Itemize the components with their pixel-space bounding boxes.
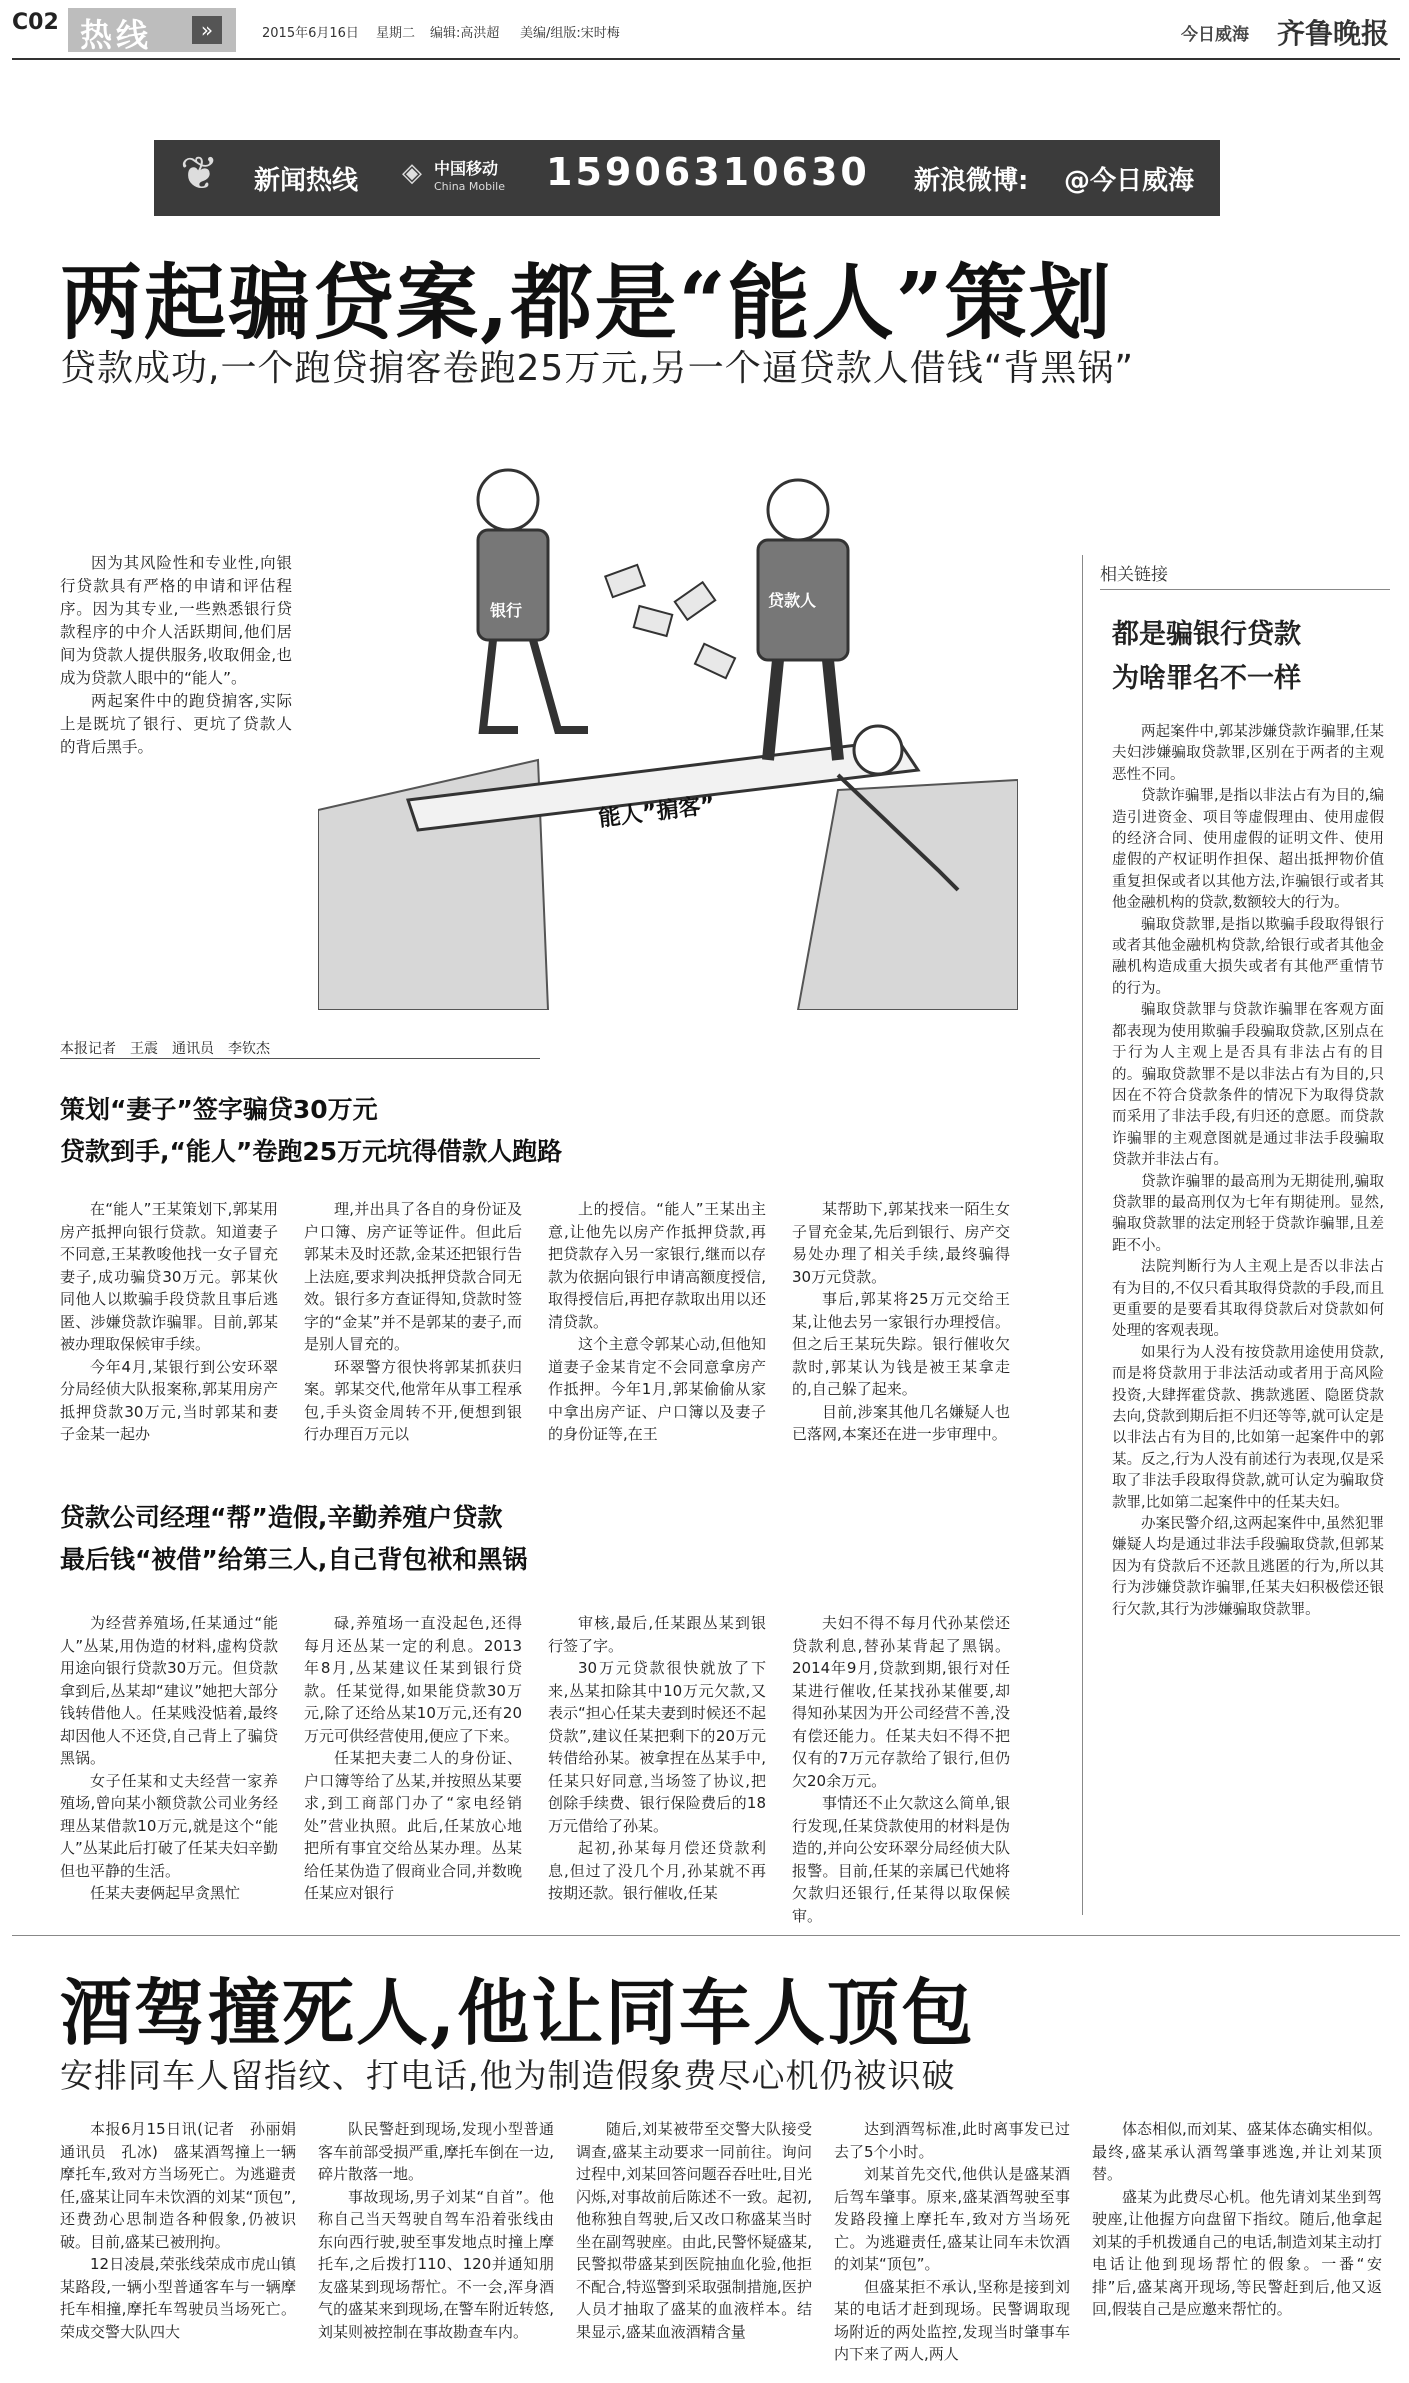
article1-byline: 本报记者 王震 通讯员 李钦杰	[60, 1041, 270, 1057]
phoenix-logo-icon: ❦	[180, 146, 219, 200]
article2-column	[60, 2118, 312, 2343]
case1-column	[792, 1198, 1010, 1446]
article2-column	[318, 2118, 554, 2343]
article1-subtitle: 贷款成功,一个跑贷掮客卷跑25万元,另一个逼贷款人借钱“背黑锅”	[60, 348, 1134, 389]
paragraph: 任某把夫妻二人的身份证、户口簿等给了丛某,并按照丛某要求,到工商部门办了“家电经销处”营业执照。此后,任某放心地把所有事宜交给丛某办理。丛某给任某伪造了假商业合同,并数晚任某应对银行	[304, 1749, 522, 1902]
case2-column	[304, 1612, 522, 1905]
paragraph: 刘某首先交代,他供认是盛某酒后驾车肇事。原来,盛某酒驾驶至事发路段撞上摩托车,致对方当场死亡。为逃避责任,盛某让同车未饮酒的刘某“顶包”。	[834, 2165, 1070, 2273]
section-name: 热线	[80, 16, 153, 54]
intro-paragraph: 两起案件中的跑贷掮客,实际上是既坑了银行、更坑了贷款人的背后黑手。	[60, 692, 292, 756]
paragraph: 目前,涉案其他几名嫌疑人也已落网,本案还在进一步审理中。	[792, 1402, 1010, 1443]
banknote	[634, 606, 673, 636]
case1-subheading: 贷款到手,“能人”卷跑25万元坑得借款人跑路	[60, 1137, 563, 1166]
weibo-handle: @今日威海	[1064, 166, 1195, 196]
article-divider	[12, 1935, 1400, 1936]
article2-column	[834, 2118, 1070, 2366]
paragraph: 事情还不止欠款这么简单,银行发现,任某贷款使用的材料是伪造的,并向公安环翠分局经侦大队报警。目前,任某的亲属已代她将欠款归还银行,任某得以取保候审。	[792, 1794, 1010, 1925]
paragraph: 夫妇不得不每月代孙某偿还贷款利息,替孙某背起了黑锅。2014年9月,贷款到期,银行对任某进行催收,任某找孙某催要,却得知孙某因为开公司经营不善,没有偿还能力。任某夫妇不得不把仅有的7万元存款给了银行,但仍欠20余万元。	[792, 1614, 1010, 1790]
sidebar	[1100, 560, 1400, 590]
right-cliff	[798, 780, 1018, 1010]
banknote	[605, 565, 644, 597]
china-mobile-icon: ◈	[402, 158, 422, 188]
article2-title: 酒驾撞死人,他让同车人顶包	[60, 1970, 976, 2055]
paragraph: 上的授信。“能人”王某出主意,让他先以房产作抵押贷款,再把贷款存入另一家银行,继而以存款为依据向银行申请高额度授信,取得授信后,再把存款取出用以还清贷款。	[548, 1200, 766, 1331]
intro-paragraph: 因为其风险性和专业性,向银行贷款具有严格的申请和评估程序。因为其专业,一些熟悉银行贷款程序的中介人活跃期间,他们居间为贷款人提供服务,收取佣金,也成为贷款人眼中的“能人”。	[60, 554, 292, 687]
case2-heading: 贷款公司经理“帮”造假,辛勤养殖户贷款	[60, 1503, 503, 1532]
article1-intro	[60, 552, 292, 759]
paragraph: 盛某为此费尽心机。他先请刘某坐到驾驶座,让他握方向盘留下指纹。随后,他拿起刘某的手机拨通自己的电话,制造刘某主动打电话让他到现场帮忙的假象。一番“安排”后,盛某离开现场,等民警赶到后,他又返回,假装自己是应邀来帮忙的。	[1092, 2187, 1382, 2318]
paragraph: 这个主意令郭某心动,但他知道妻子金某肯定不会同意拿房产作抵押。今年1月,郭某偷偷从家中拿出房产证、户口簿以及妻子的身份证等,在王	[548, 1335, 766, 1443]
broker-head	[854, 726, 902, 774]
paragraph: 随后,刘某被带至交警大队接受调查,盛某主动要求一同前往。询问过程中,刘某回答问题吞吞吐吐,目光闪烁,对事故前后陈述不一致。起初,他称独自驾驶,后又改口称盛某当时坐在副驾驶座。由此,民警怀疑盛某,民警拟带盛某到医院抽血化验,他拒不配合,特巡警到采取强制措施,医护人员才抽取了盛某的血液样本。结果显示,盛某血液酒精含量	[576, 2120, 812, 2341]
paragraph: 贷款诈骗罪,是指以非法占有为目的,编造引进资金、项目等虚假理由、使用虚假的经济合同、使用虚假的证明文件、使用虚假的产权证明作担保、超出抵押物价值重复担保或者以其他方法,诈骗银行或者其他金融机构的贷款,数额较大的行为。	[1112, 788, 1384, 912]
paragraph: 法院判断行为人主观上是否以非法占有为目的,不仅只看其取得贷款的手段,而且更重要的是要看其取得贷款后对贷款如何处理的客观表现。	[1112, 1259, 1384, 1340]
case1-column	[548, 1198, 766, 1446]
borrower-head	[768, 480, 828, 540]
paragraph: 贷款诈骗罪的最高刑为无期徒刑,骗取贷款罪的最高刑仅为七年有期徒刑。显然,骗取贷款罪的法定刑轻于贷款诈骗罪,且差距不小。	[1112, 1173, 1384, 1254]
paragraph: 骗取贷款罪,是指以欺骗手段取得银行或者其他金融机构贷款,给银行或者其他金融机构造成重大损失或者有其他严重情节的行为。	[1112, 916, 1384, 997]
case1-heading: 策划“妻子”签字骗贷30万元	[60, 1095, 378, 1124]
carrier-name-en: China Mobile	[434, 180, 506, 193]
paragraph: 事后,郭某将25万元交给王某,让他去另一家银行办理授信。但之后王某玩失踪。银行催收欠款时,郭某认为钱是被王某拿走的,自己躲了起来。	[792, 1290, 1010, 1398]
bank-man-legs	[483, 640, 588, 730]
edition-name: 今日威海	[1181, 25, 1249, 45]
paragraph: 体态相似,而刘某、盛某体态确实相似。最终,盛某承认酒驾肇事逃逸,并让刘某顶替。	[1092, 2120, 1382, 2183]
paragraph: 事故现场,男子刘某“自首”。他称自己当天驾驶自驾车沿着张线由东向西行驶,驶至事发地点时撞上摩托车,之后拨打110、120并通知朋友盛某到现场帮忙。不一会,浑身酒气的盛某来到现场,在警车附近转悠,刘某则被控制在事故勘查车内。	[318, 2187, 554, 2341]
editor-credit: 编辑:高洪超	[430, 26, 500, 41]
hotline-label: 新闻热线	[254, 166, 359, 196]
issue-weekday: 星期二	[376, 26, 416, 41]
page-header	[0, 0, 1409, 62]
paragraph: 但盛某拒不承认,坚称是接到刘某的电话才赶到现场。民警调取现场附近的两处监控,发现当时肇事车内下来了两人,两人	[834, 2277, 1070, 2363]
bank-man-body	[478, 530, 548, 640]
paragraph: 起初,孙某每月偿还贷款利息,但过了没几个月,孙某就不再按期还款。银行催收,任某	[548, 1839, 766, 1902]
case2-column	[60, 1612, 278, 1905]
sidebar-tag: 相关链接	[1100, 560, 1390, 590]
paragraph: 为经营养殖场,任某通过“能人”丛某,用伪造的材料,虚构贷款用途向银行贷款30万元。但贷款拿到后,丛某却“建议”她把大部分钱转借他人。任某贱没惦着,最终却因他人不还贷,自己背上了骗贷黑锅。	[60, 1614, 278, 1767]
byline-rule	[60, 1058, 540, 1059]
paragraph: 任某夫妻俩起早贪黑忙	[90, 1884, 241, 1902]
newspaper-logo: 齐鲁晚报	[1276, 17, 1389, 50]
case1-column	[304, 1198, 522, 1446]
weibo-label: 新浪微博:	[914, 166, 1029, 196]
case2-column	[548, 1612, 766, 1905]
paragraph: 达到酒驾标准,此时离事发已过去了5个小时。	[834, 2120, 1070, 2161]
case1-column	[60, 1198, 278, 1446]
paragraph: 女子任某和丈夫经营一家养殖场,曾向某小额贷款公司业务经理丛某借款10万元,就是这个“能人”丛某此后打破了任某夫妇辛勤但也平静的生活。	[60, 1771, 278, 1880]
article2-column	[576, 2118, 812, 2343]
header-rule	[12, 58, 1400, 60]
sidebar-title-line1: 都是骗银行贷款	[1112, 619, 1301, 650]
issue-date: 2015年6月16日	[262, 26, 359, 41]
paragraph: 某帮助下,郭某找来一陌生女子冒充金某,先后到银行、房产交易处办理了相关手续,最终骗得30万元贷款。	[792, 1200, 1010, 1286]
case2-column	[792, 1612, 1010, 1927]
page-number: C02	[12, 10, 59, 35]
article2-column	[1092, 2118, 1382, 2321]
paragraph: 如果行为人没有按贷款用途使用贷款,而是将贷款用于非法活动或者用于高风险投资,大肆挥霍贷款、携款逃匿、隐匿贷款去向,贷款到期后拒不归还等等,就可认定是以非法占有为目的,比如第一起案件中的郭某。反之,行为人没有前述行为表现,仅是采取了非法手段取得贷款,就可认定为骗取贷款罪,比如第二起案件中的任某夫妇。	[1112, 1344, 1384, 1511]
article2-subtitle: 安排同车人留指纹、打电话,他为制造假象费尽心机仍被识破	[60, 2056, 956, 2095]
banknote	[675, 582, 715, 620]
paragraph: 两起案件中,郭某涉嫌贷款诈骗罪,任某夫妇涉嫌骗取贷款罪,区别在于两者的主观恶性不同。	[1112, 724, 1384, 783]
case2-subheading: 最后钱“被借”给第三人,自己背包袱和黑锅	[60, 1545, 528, 1574]
banknote	[695, 644, 735, 678]
sidebar-divider	[1082, 555, 1083, 1915]
label-borrower: 贷款人	[768, 591, 817, 610]
borrower-legs	[768, 660, 838, 760]
label-bank: 银行	[490, 601, 523, 620]
paragraph: 审核,最后,任某跟丛某到银行签了字。	[548, 1614, 766, 1655]
paragraph: 今年4月,某银行到公安环翠分局经侦大队报案称,郭某用房产抵押贷款30万元,当时郭某和妻子金某一起办	[60, 1357, 278, 1443]
paragraph: 12日凌晨,荣张线荣成市虎山镇某路段,一辆小型普通客车与一辆摩托车相撞,摩托车驾驶员当场死亡。荣成交警大队四大	[60, 2255, 296, 2341]
sidebar-body	[1112, 722, 1384, 1621]
paragraph: 30万元贷款很快就放了下来,丛某扣除其中10万元欠款,又表示“担心任某夫妻到时候还不起贷款”,建议任某把剩下的20万元转借给孙某。被拿捏在丛某手中,任某只好同意,当场签了协议,把创除手续费、银行保险费后的18万元借给了孙某。	[548, 1659, 766, 1835]
paragraph: 本报6月15日讯(记者 孙丽娟 通讯员 孔冰) 盛某酒驾撞上一辆摩托车,致对方当场死亡。为逃避责任,盛某让同车未饮酒的刘某“顶包”,还费劲心思制造各种假象,仍被识破。目前,盛某已被刑拘。	[60, 2120, 312, 2251]
paragraph: 骗取贷款罪与贷款诈骗罪在客观方面都表现为使用欺骗手段骗取贷款,区别点在于行为人主观上是否具有非法占有的目的。骗取贷款罪不是以非法占有为目的,只因在不符合贷款条件的情况下为取得贷款而采用了非法手段,有归还的意愿。而贷款诈骗罪的主观意图就是通过非法手段骗取贷款并非法占有。	[1112, 1002, 1384, 1169]
cartoon-illustration	[318, 430, 1018, 1010]
double-arrow-icon: »	[192, 16, 222, 44]
hotline-phone: 15906310630	[546, 150, 870, 194]
hotline-banner	[154, 140, 1220, 216]
paragraph: 理,并出具了各自的身份证及户口簿、房产证等证件。但此后郭某未及时还款,金某还把银行告上法庭,要求判决抵押贷款合同无效。银行多方查证得知,贷款时签字的“金某”并不是郭某的妻子,而是别人冒充的。	[304, 1200, 522, 1353]
paragraph: 碌,养殖场一直没起色,还得每月还丛某一定的利息。2013年8月,丛某建议任某到银行贷款。任某觉得,如果能贷款30万元,除了还给丛某10万元,还有20万元可供经营使用,便应了下来。	[304, 1614, 522, 1745]
paragraph: 在“能人”王某策划下,郭某用房产抵押向银行贷款。知道妻子不同意,王某教唆他找一女子冒充妻子,成功骗贷30万元。郭某伙同他人以欺骗手段贷款且事后逃匿、涉嫌贷款诈骗罪。目前,郭某被办理取保候审手续。	[60, 1200, 278, 1353]
paragraph: 环翠警方很快将郭某抓获归案。郭某交代,他常年从事工程承包,手头资金周转不开,便想到银行办理百万元以	[304, 1357, 522, 1443]
paragraph: 办案民警介绍,这两起案件中,虽然犯罪嫌疑人均是通过非法手段骗取贷款,但郭某因为有贷款后不还款且逃匿的行为,所以其行为涉嫌贷款诈骗罪,任某夫妇积极偿还银行欠款,其行为涉嫌骗取贷款罪。	[1112, 1516, 1384, 1618]
designer-credit: 美编/组版:宋时梅	[520, 26, 620, 41]
label-broker: 能人”掮客”	[597, 792, 717, 832]
carrier-name: 中国移动	[434, 159, 499, 178]
paragraph: 队民警赶到现场,发现小型普通客车前部受损严重,摩托车倒在一边,碎片散落一地。	[318, 2120, 554, 2183]
sidebar-title-line2: 为啥罪名不一样	[1112, 663, 1301, 694]
bank-man-head	[478, 470, 538, 530]
article1-title: 两起骗贷案,都是“能人”策划	[60, 255, 1113, 351]
